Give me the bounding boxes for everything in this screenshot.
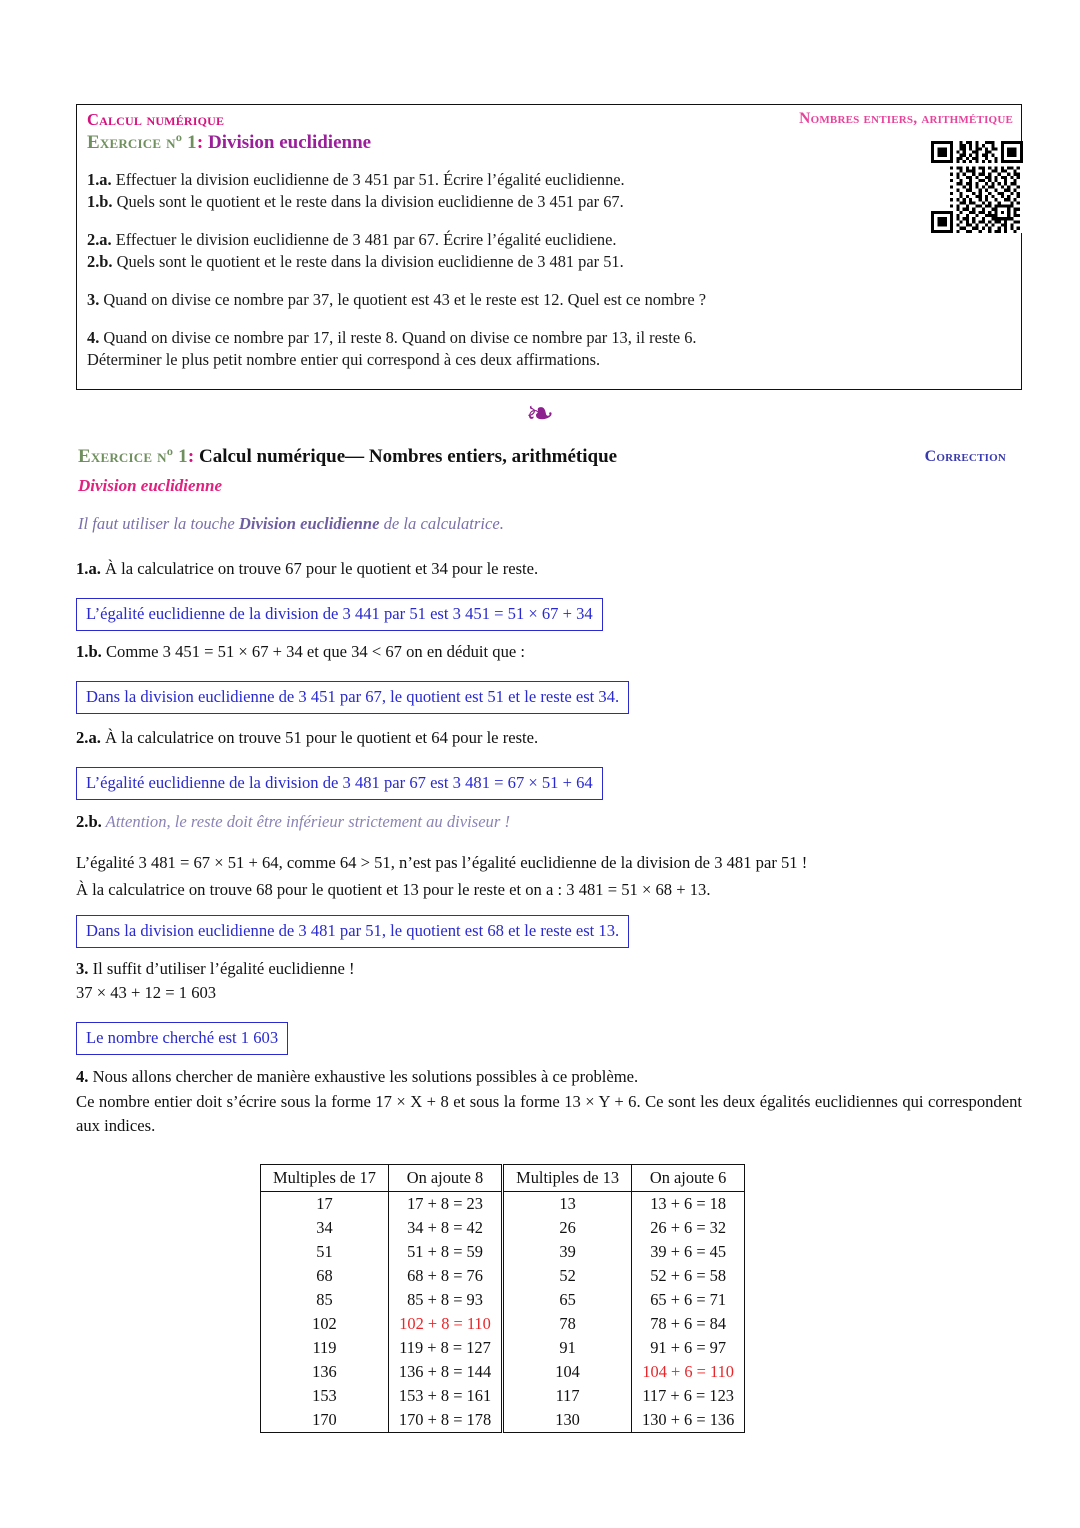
table-row <box>261 1264 745 1288</box>
question-3-text: Quand on divise ce nombre par 37, le quotient est 43 et le reste est 12. Quel est ce nombre ? <box>99 290 707 309</box>
cell-multiple-17: 68 <box>261 1264 389 1288</box>
table-row <box>261 1312 745 1336</box>
correction-exercise-label: Exercice nº 1 <box>78 446 188 467</box>
cell-add-8: 68 + 8 = 76 <box>388 1264 502 1288</box>
solution-2a-num: 2.a. <box>76 728 101 747</box>
solution-2b <box>76 811 510 833</box>
cell-add-6: 130 + 6 = 136 <box>632 1408 745 1433</box>
correction-badge: Correction <box>924 448 1006 465</box>
solution-1a <box>76 558 538 580</box>
cell-multiple-17: 102 <box>261 1312 389 1336</box>
solution-2b-num: 2.b. <box>76 812 102 831</box>
cell-add-8: 51 + 8 = 59 <box>388 1240 502 1264</box>
table-row <box>261 1360 745 1384</box>
solution-1b-num: 1.b. <box>76 642 102 661</box>
header-theme-right: Nombres entiers, arithmétique <box>799 110 1013 127</box>
table-row <box>261 1384 745 1408</box>
cell-multiple-17: 136 <box>261 1360 389 1384</box>
question-1b-text: Quels sont le quotient et le reste dans la division euclidienne de 3 451 par 67. <box>112 192 624 211</box>
question-4-line2: Déterminer le plus petit nombre entier qui correspond à ces deux affirmations. <box>87 350 601 369</box>
question-3 <box>87 289 1007 311</box>
table-row <box>261 1288 745 1312</box>
table-row <box>261 1192 745 1217</box>
solution-1b-text: Comme 3 451 = 51 × 67 + 34 et que 34 < 67 on en déduit que : <box>101 642 526 661</box>
cell-multiple-13: 78 <box>503 1312 632 1336</box>
cell-add-6: 78 + 6 = 84 <box>632 1312 745 1336</box>
cell-multiple-17: 51 <box>261 1240 389 1264</box>
fleuron-ornament-icon: ❧ <box>525 396 555 433</box>
header-theme-left: Calcul numérique <box>87 110 225 129</box>
table-header-multiples-17: Multiples de 17 <box>261 1165 389 1192</box>
table-body <box>261 1192 745 1433</box>
question-4 <box>87 327 1007 349</box>
table-row <box>261 1216 745 1240</box>
correction-subtitle: Division euclidienne <box>78 476 223 495</box>
correction-tip <box>78 514 504 534</box>
tip-text-before: Il faut utiliser la touche <box>78 514 239 533</box>
cell-add-6: 39 + 6 = 45 <box>632 1240 745 1264</box>
solution-2a-text: À la calculatrice on trouve 51 pour le quotient et 64 pour le reste. <box>100 728 539 747</box>
question-2a-text: Effectuer le division euclidienne de 3 481 par 67. Écrire l’égalité euclidiene. <box>111 230 617 249</box>
solution-4-text: Nous allons chercher de manière exhaustive les solutions possibles à ce problème. <box>88 1067 639 1086</box>
question-1b-num: 1.b. <box>87 192 113 211</box>
cell-add-8: 153 + 8 = 161 <box>388 1384 502 1408</box>
exercise-number-label: Exercice nº 1 <box>87 132 197 153</box>
cell-add-6: 52 + 6 = 58 <box>632 1264 745 1288</box>
cell-multiple-17: 170 <box>261 1408 389 1433</box>
solution-3-num: 3. <box>76 959 89 978</box>
cell-multiple-13: 26 <box>503 1216 632 1240</box>
exercise-box <box>76 104 1022 390</box>
solution-4 <box>76 1066 638 1088</box>
cell-add-6: 26 + 6 = 32 <box>632 1216 745 1240</box>
cell-multiple-17: 153 <box>261 1384 389 1408</box>
exercise-title-name: Division euclidienne <box>207 132 372 153</box>
spacer <box>87 311 1007 327</box>
cell-multiple-17: 85 <box>261 1288 389 1312</box>
table-head <box>261 1165 745 1192</box>
solution-1a-num: 1.a. <box>76 559 101 578</box>
question-3-num: 3. <box>87 290 100 309</box>
answer-box-5: Le nombre cherché est 1 603 <box>76 1022 288 1055</box>
cell-add-8: 34 + 8 = 42 <box>388 1216 502 1240</box>
cell-add-6: 65 + 6 = 71 <box>632 1288 745 1312</box>
cell-multiple-13: 117 <box>503 1384 632 1408</box>
table-row <box>261 1408 745 1433</box>
solution-2a <box>76 727 538 749</box>
question-2b <box>87 251 1007 273</box>
table-row <box>261 1240 745 1264</box>
cell-add-6: 104 + 6 = 110 <box>632 1360 745 1384</box>
cell-multiple-13: 65 <box>503 1288 632 1312</box>
exercise-header <box>77 105 1021 157</box>
question-2b-num: 2.b. <box>87 252 113 271</box>
question-2a <box>87 229 1007 251</box>
solution-3-text: Il suffit d’utiliser l’égalité euclidienne ! <box>88 959 355 978</box>
correction-header <box>78 446 1022 472</box>
table-header-multiples-13: Multiples de 13 <box>503 1165 632 1192</box>
tip-keyword: Division euclidienne <box>238 514 380 533</box>
cell-multiple-13: 130 <box>503 1408 632 1433</box>
question-1a <box>87 169 1007 191</box>
correction-title-name: Calcul numérique— Nombres entiers, arithmétique <box>198 446 618 467</box>
exercise-title-colon: : <box>196 132 204 153</box>
multiples-table <box>260 1164 745 1433</box>
spacer <box>87 213 1007 229</box>
question-1b <box>87 191 1007 213</box>
solution-2b-line2: À la calculatrice on trouve 68 pour le quotient et 13 pour le reste et on a : 3 481 = 51 × 68 + 13. <box>76 880 711 899</box>
cell-add-8: 85 + 8 = 93 <box>388 1288 502 1312</box>
table-header-add-8: On ajoute 8 <box>388 1165 502 1192</box>
cell-add-8: 102 + 8 = 110 <box>388 1312 502 1336</box>
cell-multiple-13: 52 <box>503 1264 632 1288</box>
solution-4-num: 4. <box>76 1067 89 1086</box>
solution-2b-warning: Attention, le reste doit être inférieur strictement au diviseur ! <box>101 812 510 831</box>
cell-add-6: 117 + 6 = 123 <box>632 1384 745 1408</box>
table-header-add-6: On ajoute 6 <box>632 1165 745 1192</box>
cell-add-8: 136 + 8 = 144 <box>388 1360 502 1384</box>
spacer <box>87 273 1007 289</box>
question-1a-num: 1.a. <box>87 170 112 189</box>
correction-title-colon: : <box>187 446 195 467</box>
question-4-text: Quand on divise ce nombre par 17, il reste 8. Quand on divise ce nombre par 13, il reste 6. <box>99 328 697 347</box>
question-2b-text: Quels sont le quotient et le reste dans la division euclidienne de 3 481 par 51. <box>112 252 624 271</box>
solution-3 <box>76 958 354 980</box>
cell-add-6: 91 + 6 = 97 <box>632 1336 745 1360</box>
exercise-questions <box>87 169 1007 371</box>
cell-add-8: 170 + 8 = 178 <box>388 1408 502 1433</box>
cell-multiple-17: 17 <box>261 1192 389 1217</box>
question-2a-num: 2.a. <box>87 230 112 249</box>
cell-multiple-13: 104 <box>503 1360 632 1384</box>
correction-title <box>78 446 617 468</box>
cell-add-6: 13 + 6 = 18 <box>632 1192 745 1217</box>
cell-multiple-17: 34 <box>261 1216 389 1240</box>
cell-add-8: 17 + 8 = 23 <box>388 1192 502 1217</box>
tip-text-after: de la calculatrice. <box>379 514 504 533</box>
table-row <box>261 1336 745 1360</box>
solution-3-calculation: 37 × 43 + 12 = 1 603 <box>76 983 217 1002</box>
exercise-title <box>87 132 371 154</box>
answer-box-3: L’égalité euclidienne de la division de 3 481 par 67 est 3 481 = 67 × 51 + 64 <box>76 767 603 800</box>
table-header-row <box>261 1165 745 1192</box>
cell-add-8: 119 + 8 = 127 <box>388 1336 502 1360</box>
question-1a-text: Effectuer la division euclidienne de 3 451 par 51. Écrire l’égalité euclidienne. <box>111 170 625 189</box>
answer-box-2: Dans la division euclidienne de 3 451 par 67, le quotient est 51 et le reste est 34. <box>76 681 629 714</box>
cell-multiple-17: 119 <box>261 1336 389 1360</box>
solution-1a-text: À la calculatrice on trouve 67 pour le quotient et 34 pour le reste. <box>100 559 539 578</box>
cell-multiple-13: 13 <box>503 1192 632 1217</box>
answer-box-4: Dans la division euclidienne de 3 481 par 51, le quotient est 68 et le reste est 13. <box>76 915 629 948</box>
solution-1b <box>76 641 525 663</box>
answer-box-1: L’égalité euclidienne de la division de 3 441 par 51 est 3 451 = 51 × 67 + 34 <box>76 598 603 631</box>
cell-multiple-13: 39 <box>503 1240 632 1264</box>
solution-2b-line1: L’égalité 3 481 = 67 × 51 + 64, comme 64 > 51, n’est pas l’égalité euclidienne de la division de 3 481 par 51 ! <box>76 853 808 872</box>
solution-4-paragraph: Ce nombre entier doit s’écrire sous la forme 17 × X + 8 et sous la forme 13 × Y + 6. Ce sont les deux égalités euclidiennes qui correspondent aux indices. <box>76 1092 1022 1135</box>
cell-multiple-13: 91 <box>503 1336 632 1360</box>
question-4-num: 4. <box>87 328 100 347</box>
